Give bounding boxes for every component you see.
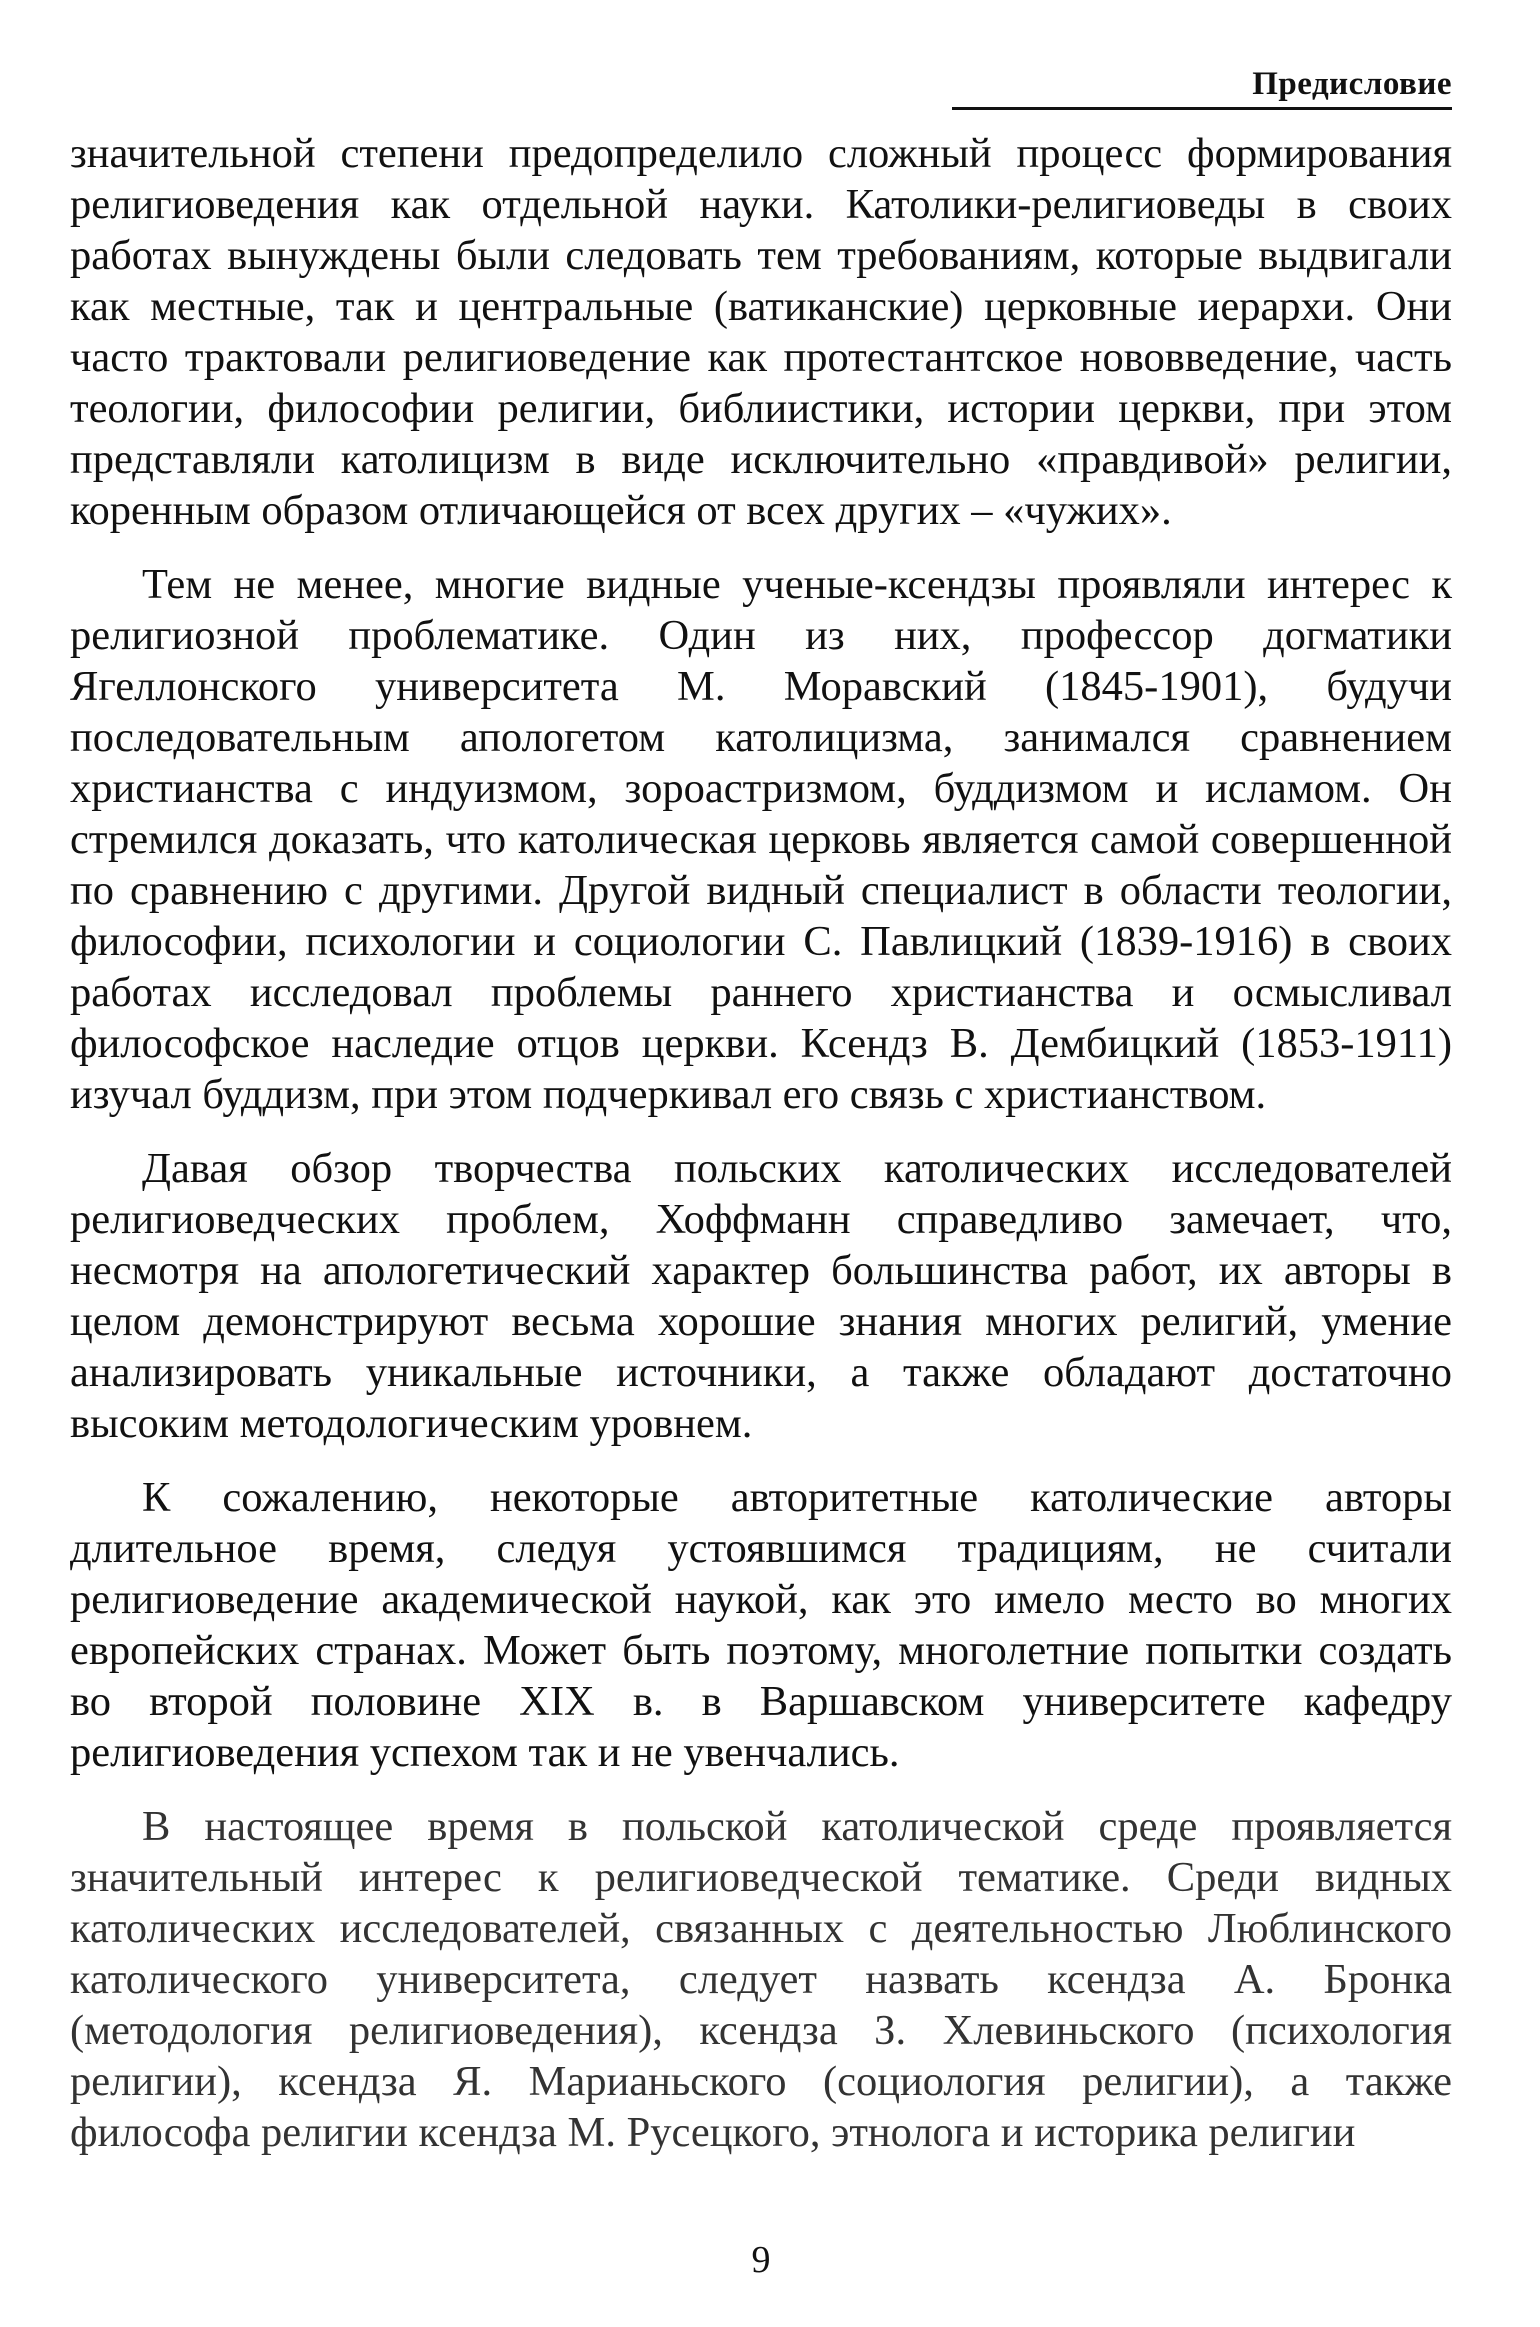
- paragraph-academic: К сожалению, некоторые авторитетные католические авторы длительное время, следуя устоявшимся традициям, не считали религиоведение академической наукой, как это имело место во многих европейских странах. Может быть поэтому, многолетние попытки создать во второй половине XIX в. в Варшавском университете кафедру религиоведения успехом так и не увенчались.: [70, 1474, 1452, 1776]
- paragraph-continuation: значительной степени предопределило сложный процесс формирования религиоведения как отдельной науки. Католики-религиоведы в своих работах вынуждены были следовать тем требованиям, которые выдвигали как местные, так и центральные (ватиканские) церковные иерархи. Они часто трактовали религиоведение как протестантское нововведение, часть теологии, философии религии, библиистики, истории церкви, при этом представляли католицизм в виде исключительно «правдивой» религии, коренным образом отличающейся от всех других – «чужих».: [70, 130, 1452, 534]
- page-number: 9: [751, 2239, 771, 2281]
- paragraph-hoffmann: Давая обзор творчества польских католических исследователей религиоведческих проблем, Хоффманн справедливо замечает, что, несмотря на апологетический характер большинства работ, их авторы в целом демонстрируют весьма хорошие знания многих религий, умение анализировать уникальные источники, а также обладают достаточно высоким методологическим уровнем.: [70, 1145, 1452, 1447]
- paragraph-scholars: Тем не менее, многие видные ученые-ксендзы проявляли интерес к религиозной проблематике. Один из них, профессор догматики Ягеллонского университета М. Моравский (1845-1901), будучи последовательным апологетом католицизма, занимался сравнением христианства с индуизмом, зороастризмом, буддизмом и исламом. Он стремился доказать, что католическая церковь является самой совершенной по сравнению с другими. Другой видный специалист в области теологии, философии, психологии и социологии С. Павлицкий (1839-1916) в своих работах исследовал проблемы раннего христианства и осмысливал философское наследие отцов церкви. Ксендз В. Дембицкий (1853-1911) изучал буддизм, при этом подчеркивал его связь с христианством.: [70, 561, 1452, 1118]
- paragraph-present-day: В настоящее время в польской католической среде проявляется значительный интерес к религиоведческой тематике. Среди видных католических исследователей, связанных с деятельностью Люблинского католического университета, следует назвать ксендза А. Бронка (методология религиоведения), ксендза З. Хлевиньского (психология религии), ксендза Я. Марианьского (социология религии), а также философа религии ксендза М. Русецкого, этнолога и историка религии: [70, 1803, 1452, 2156]
- running-header: Предисловие: [952, 66, 1452, 110]
- book-page: [70, 60, 1452, 2290]
- body-text: [70, 128, 1452, 2158]
